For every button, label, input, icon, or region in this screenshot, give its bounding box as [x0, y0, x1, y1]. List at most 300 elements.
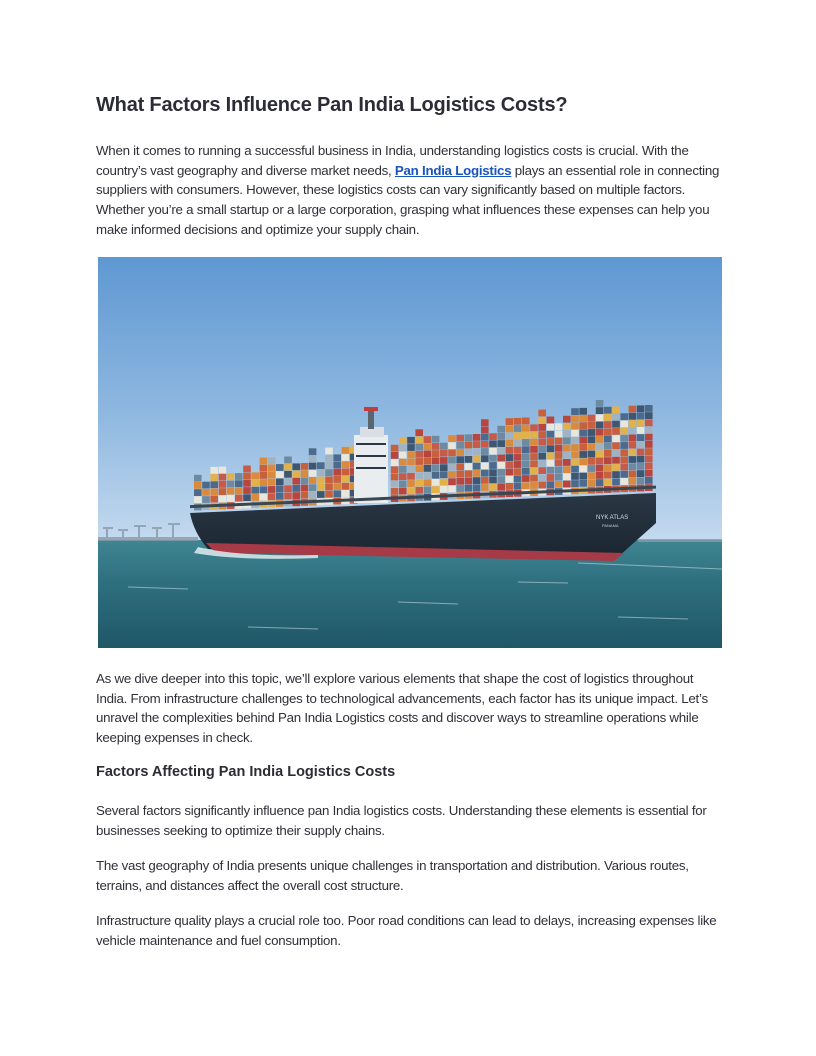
- shipping-container: [645, 412, 653, 419]
- shipping-container: [563, 437, 571, 444]
- shipping-container: [547, 431, 555, 438]
- shipping-container: [506, 469, 514, 476]
- shipping-container: [563, 452, 571, 459]
- shipping-container: [210, 481, 218, 488]
- shipping-container: [456, 435, 464, 442]
- shipping-container: [555, 438, 563, 445]
- shipping-container: [579, 415, 587, 422]
- shipping-container: [571, 423, 579, 430]
- shipping-container: [588, 444, 596, 451]
- shipping-container: [465, 442, 473, 449]
- shipping-container: [579, 444, 587, 451]
- shipping-container: [407, 473, 415, 480]
- shipping-container: [645, 434, 653, 441]
- shipping-container: [342, 490, 350, 497]
- shipping-container: [645, 455, 653, 462]
- shipping-container: [637, 449, 645, 456]
- shipping-container: [620, 464, 628, 471]
- shipping-container: [465, 478, 473, 485]
- shipping-container: [440, 471, 448, 478]
- shipping-container: [637, 456, 645, 463]
- shipping-container: [612, 478, 620, 485]
- shipping-container: [481, 434, 489, 441]
- shipping-container: [497, 462, 505, 469]
- shipping-container: [538, 482, 546, 489]
- shipping-container: [448, 486, 456, 493]
- shipping-container: [596, 479, 604, 486]
- shipping-container: [538, 453, 546, 460]
- shipping-container: [432, 472, 440, 479]
- shipping-container: [473, 463, 481, 470]
- shipping-container: [645, 477, 653, 484]
- shipping-container: [579, 408, 587, 415]
- shipping-container: [547, 438, 555, 445]
- shipping-container: [629, 435, 637, 442]
- shipping-container: [571, 415, 579, 422]
- shipping-container: [555, 423, 563, 430]
- shipping-container: [506, 425, 514, 432]
- shipping-container: [645, 470, 653, 477]
- shipping-container: [604, 407, 612, 414]
- shipping-container: [604, 450, 612, 457]
- shipping-container: [497, 426, 505, 433]
- shipping-container: [448, 435, 456, 442]
- shipping-container: [399, 444, 407, 451]
- shipping-container: [227, 473, 235, 480]
- shipping-container: [473, 441, 481, 448]
- container-ship-photo: [98, 257, 722, 648]
- shipping-container: [227, 495, 235, 502]
- shipping-container: [448, 457, 456, 464]
- shipping-container: [547, 474, 555, 481]
- shipping-container: [432, 436, 440, 443]
- shipping-container: [227, 481, 235, 488]
- shipping-container: [448, 471, 456, 478]
- shipping-container: [612, 464, 620, 471]
- shipping-container: [596, 443, 604, 450]
- shipping-container: [391, 459, 399, 466]
- shipping-container: [391, 445, 399, 452]
- shipping-container: [415, 480, 423, 487]
- shipping-container: [563, 459, 571, 466]
- shipping-container: [424, 458, 432, 465]
- shipping-container: [612, 428, 620, 435]
- paragraph-4: The vast geography of India presents unique challenges in transportation and distribution. Various routes, terrains, and distances affect the overall cost structure.: [96, 858, 689, 893]
- shipping-container: [456, 442, 464, 449]
- shipping-container: [440, 450, 448, 457]
- shipping-container: [522, 454, 530, 461]
- shipping-container: [333, 454, 341, 461]
- shipping-container: [276, 471, 284, 478]
- shipping-container: [219, 495, 227, 502]
- shipping-container: [547, 453, 555, 460]
- shipping-container: [268, 479, 276, 486]
- shipping-container: [547, 424, 555, 431]
- shipping-container: [629, 406, 637, 413]
- shipping-container: [268, 472, 276, 479]
- shipping-container: [514, 440, 522, 447]
- shipping-container: [194, 496, 202, 503]
- shipping-container: [235, 480, 243, 487]
- shipping-container: [604, 443, 612, 450]
- shipping-container: [333, 462, 341, 469]
- shipping-container: [309, 477, 317, 484]
- shipping-container: [563, 466, 571, 473]
- shipping-container: [424, 472, 432, 479]
- shipping-container: [629, 456, 637, 463]
- shipping-container: [506, 440, 514, 447]
- shipping-container: [481, 448, 489, 455]
- shipping-container: [440, 457, 448, 464]
- shipping-container: [522, 446, 530, 453]
- shipping-container: [325, 484, 333, 491]
- shipping-container: [309, 492, 317, 499]
- shipping-container: [473, 448, 481, 455]
- shipping-container: [399, 473, 407, 480]
- shipping-container: [251, 472, 259, 479]
- shipping-container: [596, 450, 604, 457]
- shipping-container: [612, 435, 620, 442]
- shipping-container: [506, 483, 514, 490]
- shipping-container: [391, 488, 399, 495]
- shipping-container: [588, 422, 596, 429]
- shipping-container: [251, 480, 259, 487]
- shipping-container: [612, 406, 620, 413]
- shipping-container: [497, 433, 505, 440]
- shipping-container: [522, 475, 530, 482]
- shipping-container: [440, 479, 448, 486]
- shipping-container: [489, 484, 497, 491]
- shipping-container: [604, 428, 612, 435]
- shipping-container: [530, 432, 538, 439]
- shipping-container: [276, 464, 284, 471]
- shipping-container: [522, 468, 530, 475]
- shipping-container: [301, 463, 309, 470]
- shipping-container: [391, 466, 399, 473]
- shipping-container: [522, 461, 530, 468]
- shipping-container: [325, 491, 333, 498]
- shipping-container: [596, 422, 604, 429]
- shipping-container: [538, 410, 546, 417]
- shipping-container: [563, 481, 571, 488]
- shipping-container: [473, 477, 481, 484]
- shipping-container: [325, 462, 333, 469]
- shipping-container: [596, 414, 604, 421]
- shipping-container: [629, 449, 637, 456]
- shipping-container: [260, 458, 268, 465]
- shipping-container: [645, 463, 653, 470]
- shipping-container: [604, 421, 612, 428]
- shipping-container: [342, 476, 350, 483]
- shipping-container: [456, 464, 464, 471]
- shipping-container: [465, 463, 473, 470]
- shipping-container: [284, 471, 292, 478]
- shipping-container: [596, 400, 604, 407]
- shipping-container: [415, 444, 423, 451]
- shipping-container: [465, 449, 473, 456]
- shipping-container: [514, 476, 522, 483]
- shipping-container: [391, 481, 399, 488]
- shipping-container: [268, 493, 276, 500]
- shipping-container: [563, 416, 571, 423]
- shipping-container: [202, 489, 210, 496]
- shipping-container: [473, 434, 481, 441]
- shipping-container: [538, 460, 546, 467]
- shipping-container: [309, 448, 317, 455]
- shipping-container: [489, 448, 497, 455]
- shipping-container: [620, 457, 628, 464]
- shipping-container: [506, 418, 514, 425]
- shipping-container: [456, 478, 464, 485]
- shipping-container: [424, 451, 432, 458]
- shipping-container: [620, 421, 628, 428]
- shipping-container: [506, 433, 514, 440]
- shipping-container: [292, 478, 300, 485]
- shipping-container: [637, 441, 645, 448]
- shipping-container: [489, 462, 497, 469]
- shipping-container: [547, 445, 555, 452]
- shipping-container: [538, 431, 546, 438]
- shipping-container: [301, 477, 309, 484]
- ship-port: PANAMA: [602, 523, 619, 528]
- shipping-container: [530, 439, 538, 446]
- shipping-container: [432, 479, 440, 486]
- shipping-container: [456, 456, 464, 463]
- shipping-container: [260, 494, 268, 501]
- shipping-container: [415, 473, 423, 480]
- shipping-container: [563, 430, 571, 437]
- shipping-container: [571, 473, 579, 480]
- shipping-container: [555, 474, 563, 481]
- shipping-container: [588, 458, 596, 465]
- shipping-container: [629, 478, 637, 485]
- paragraph-5: Infrastructure quality plays a crucial role too. Poor road conditions can lead to delays, increasing expenses like vehicle maintenance and fuel consumption.: [96, 913, 717, 948]
- shipping-container: [292, 492, 300, 499]
- shipping-container: [596, 465, 604, 472]
- shipping-container: [604, 464, 612, 471]
- shipping-container: [579, 480, 587, 487]
- shipping-container: [538, 467, 546, 474]
- shipping-container: [407, 451, 415, 458]
- shipping-container: [522, 439, 530, 446]
- shipping-container: [432, 465, 440, 472]
- shipping-container: [637, 427, 645, 434]
- shipping-container: [309, 463, 317, 470]
- shipping-container: [391, 452, 399, 459]
- shipping-container: [620, 413, 628, 420]
- shipping-container: [342, 483, 350, 490]
- shipping-container: [571, 437, 579, 444]
- shipping-container: [514, 432, 522, 439]
- shipping-container: [571, 451, 579, 458]
- shipping-container: [333, 483, 341, 490]
- shipping-container: [399, 459, 407, 466]
- shipping-container: [342, 454, 350, 461]
- shipping-container: [489, 441, 497, 448]
- shipping-container: [588, 436, 596, 443]
- shipping-container: [276, 479, 284, 486]
- shipping-container: [620, 478, 628, 485]
- shipping-container: [522, 425, 530, 432]
- paragraph-3: Several factors significantly influence pan India logistics costs. Understanding these elements is essential for businesses seeking to optimize their supply chains.: [96, 803, 707, 838]
- shipping-container: [547, 481, 555, 488]
- shipping-container: [243, 473, 251, 480]
- shipping-container: [522, 418, 530, 425]
- shipping-container: [456, 449, 464, 456]
- shipping-container: [620, 435, 628, 442]
- shipping-container: [530, 468, 538, 475]
- shipping-container: [579, 451, 587, 458]
- shipping-container: [448, 478, 456, 485]
- shipping-container: [571, 466, 579, 473]
- pan-india-logistics-link[interactable]: Pan India Logistics: [394, 162, 512, 178]
- shipping-container: [317, 477, 325, 484]
- shipping-container: [481, 441, 489, 448]
- shipping-container: [399, 466, 407, 473]
- shipping-container: [555, 467, 563, 474]
- shipping-container: [317, 484, 325, 491]
- shipping-container: [243, 494, 251, 501]
- shipping-container: [268, 486, 276, 493]
- shipping-container: [424, 436, 432, 443]
- shipping-container: [555, 445, 563, 452]
- shipping-container: [440, 486, 448, 493]
- shipping-container: [612, 414, 620, 421]
- shipping-container: [317, 462, 325, 469]
- shipping-container: [317, 491, 325, 498]
- shipping-container: [465, 470, 473, 477]
- shipping-container: [604, 414, 612, 421]
- shipping-container: [399, 452, 407, 459]
- shipping-container: [415, 437, 423, 444]
- shipping-container: [571, 459, 579, 466]
- shipping-container: [333, 469, 341, 476]
- shipping-container: [194, 489, 202, 496]
- shipping-container: [555, 459, 563, 466]
- shipping-container: [645, 441, 653, 448]
- shipping-container: [325, 476, 333, 483]
- shipping-container: [194, 482, 202, 489]
- shipping-container: [637, 405, 645, 412]
- shipping-container: [637, 463, 645, 470]
- shipping-container: [497, 455, 505, 462]
- shipping-container: [415, 465, 423, 472]
- shipping-container: [481, 419, 489, 426]
- shipping-container: [514, 447, 522, 454]
- shipping-container: [276, 486, 284, 493]
- shipping-container: [424, 479, 432, 486]
- shipping-container: [276, 493, 284, 500]
- shipping-container: [588, 480, 596, 487]
- shipping-container: [456, 485, 464, 492]
- shipping-container: [251, 487, 259, 494]
- shipping-container: [473, 470, 481, 477]
- shipping-container: [588, 465, 596, 472]
- shipping-container: [612, 457, 620, 464]
- shipping-container: [489, 469, 497, 476]
- shipping-container: [538, 417, 546, 424]
- shipping-container: [629, 420, 637, 427]
- shipping-container: [579, 430, 587, 437]
- shipping-container: [522, 482, 530, 489]
- shipping-container: [530, 453, 538, 460]
- shipping-container: [325, 448, 333, 455]
- shipping-container: [342, 469, 350, 476]
- shipping-container: [637, 434, 645, 441]
- shipping-container: [333, 476, 341, 483]
- shipping-container: [284, 493, 292, 500]
- shipping-container: [399, 488, 407, 495]
- shipping-container: [612, 471, 620, 478]
- shipping-container: [415, 451, 423, 458]
- shipping-container: [514, 461, 522, 468]
- shipping-container: [399, 480, 407, 487]
- shipping-container: [473, 456, 481, 463]
- shipping-container: [202, 482, 210, 489]
- shipping-container: [588, 415, 596, 422]
- article-title: What Factors Influence Pan India Logistics Costs?: [96, 94, 568, 116]
- shipping-container: [489, 455, 497, 462]
- shipping-container: [448, 464, 456, 471]
- intro-text-after-link: plays an essential role in connecting suppliers with consumers. However, these logistics costs can vary significantly based on multiple factors. Whether you’re a small startup or a large corporation, grasping what influences these expenses can help you make informed decisions and optimize your supply chain.: [96, 162, 720, 237]
- shipping-container: [268, 457, 276, 464]
- shipping-container: [251, 494, 259, 501]
- shipping-container: [538, 424, 546, 431]
- shipping-container: [194, 475, 202, 482]
- shipping-container: [571, 430, 579, 437]
- shipping-container: [506, 454, 514, 461]
- shipping-container: [309, 470, 317, 477]
- shipping-container: [465, 434, 473, 441]
- shipping-container: [579, 473, 587, 480]
- shipping-container: [432, 450, 440, 457]
- shipping-container: [219, 467, 227, 474]
- shipping-container: [301, 485, 309, 492]
- shipping-container: [210, 467, 218, 474]
- shipping-container: [210, 496, 218, 503]
- shipping-container: [210, 474, 218, 481]
- shipping-container: [342, 461, 350, 468]
- shipping-container: [563, 473, 571, 480]
- shipping-container: [284, 485, 292, 492]
- shipping-container: [432, 486, 440, 493]
- shipping-container: [571, 408, 579, 415]
- shipping-container: [407, 459, 415, 466]
- shipping-container: [448, 442, 456, 449]
- shipping-container: [604, 457, 612, 464]
- shipping-container: [612, 450, 620, 457]
- shipping-container: [497, 440, 505, 447]
- shipping-container: [637, 470, 645, 477]
- shipping-container: [563, 445, 571, 452]
- shipping-container: [604, 479, 612, 486]
- shipping-container: [506, 476, 514, 483]
- shipping-container: [530, 446, 538, 453]
- shipping-container: [620, 428, 628, 435]
- shipping-container: [514, 425, 522, 432]
- shipping-container: [481, 463, 489, 470]
- shipping-container: [342, 447, 350, 454]
- shipping-container: [219, 474, 227, 481]
- shipping-container: [596, 458, 604, 465]
- shipping-container: [260, 486, 268, 493]
- shipping-container: [481, 477, 489, 484]
- shipping-container: [317, 470, 325, 477]
- shipping-container: [309, 456, 317, 463]
- shipping-container: [538, 474, 546, 481]
- shipping-container: [604, 472, 612, 479]
- shipping-container: [260, 465, 268, 472]
